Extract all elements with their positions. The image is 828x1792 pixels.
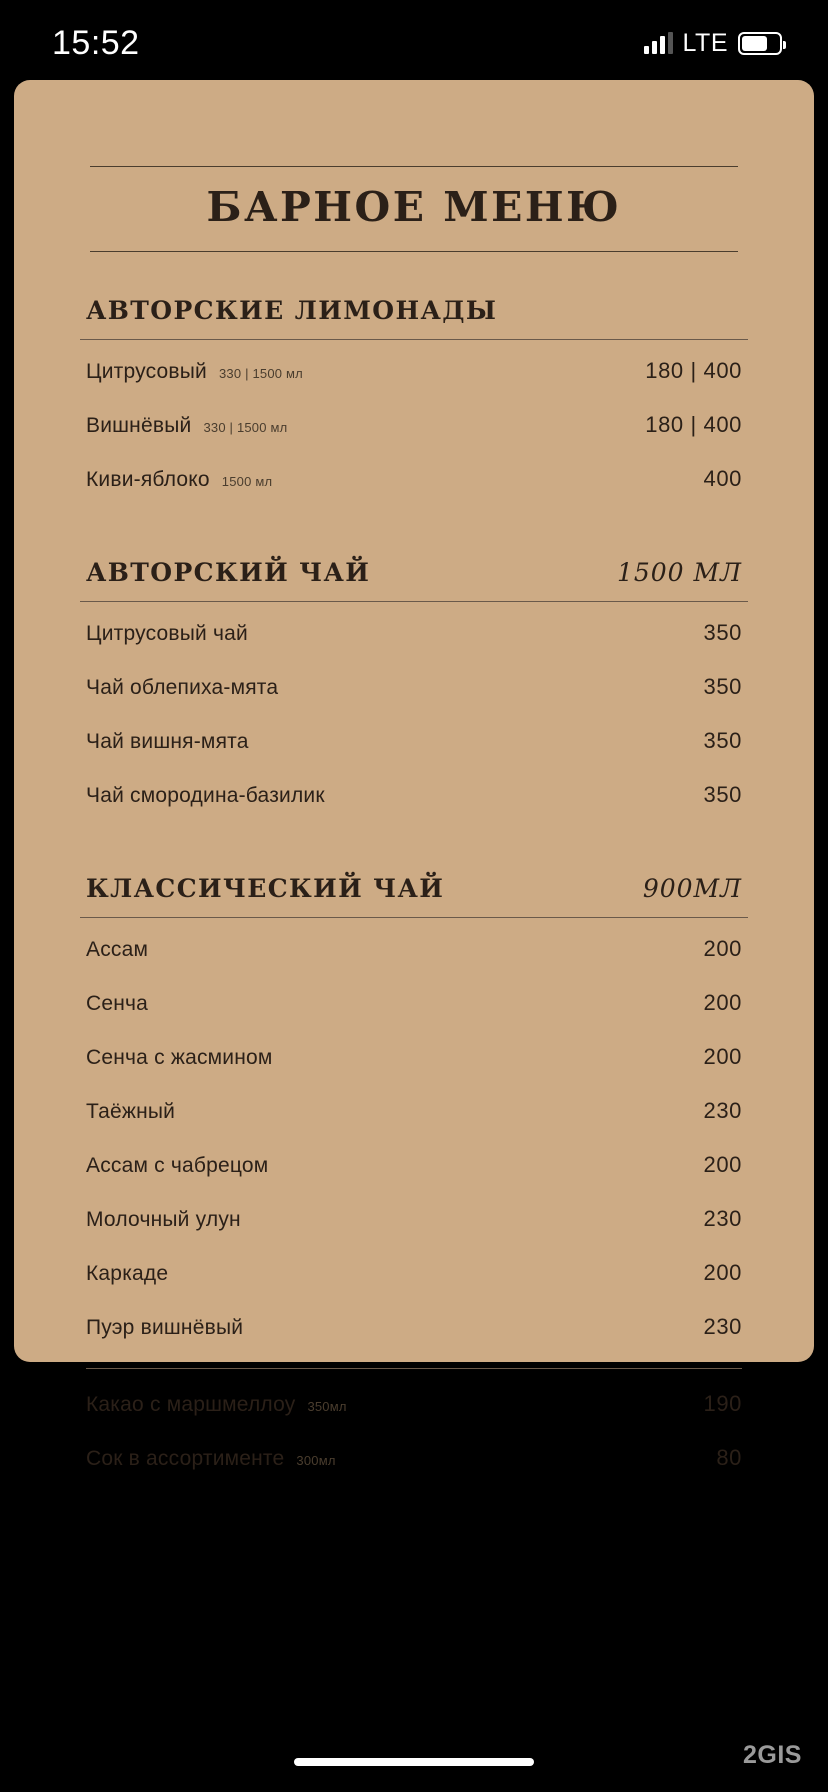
menu-item-price: 400 — [703, 466, 742, 491]
menu-item-price: 180 | 400 — [645, 358, 742, 383]
menu-item-volume: 330 | 1500 мл — [203, 420, 288, 435]
menu-item-price: 200 — [703, 1152, 742, 1177]
menu-item-price: 180 | 400 — [645, 412, 742, 437]
menu-item-row — [80, 398, 748, 452]
section-items — [80, 1373, 748, 1485]
menu-item-volume: 350мл — [307, 1399, 347, 1414]
menu-item-volume: 1500 мл — [221, 474, 273, 489]
section-title: АВТОРСКИЙ ЧАЙ — [86, 558, 371, 587]
menu-item-name-wrap — [86, 676, 278, 700]
menu-item-name: Сенча — [86, 992, 149, 1015]
menu-item-volume: 330 | 1500 мл — [219, 366, 303, 381]
section-divider — [86, 1368, 742, 1369]
watermark-2gis: 2GIS — [743, 1741, 802, 1769]
menu-item-name-wrap — [86, 622, 248, 646]
menu-item-price: 350 — [703, 728, 742, 753]
section-header — [80, 558, 748, 602]
section-header — [80, 874, 748, 918]
signal-bars-icon — [644, 32, 673, 54]
status-indicators — [644, 29, 783, 58]
menu-section-other-drinks — [80, 1368, 748, 1485]
menu-item-price: 230 — [703, 1206, 742, 1231]
status-bar — [0, 0, 828, 80]
menu-content — [14, 80, 814, 1485]
menu-item-volume: 300мл — [296, 1453, 336, 1468]
menu-item-row — [80, 714, 748, 768]
menu-section-classic-tea — [80, 874, 748, 1354]
menu-item-name-wrap — [86, 730, 249, 754]
menu-item-name: Чай вишня-мята — [86, 730, 249, 753]
menu-item-name: Какао с маршмеллоу — [86, 1393, 296, 1416]
menu-item-name: Ассам с чабрецом — [86, 1154, 269, 1177]
menu-item-price: 190 — [703, 1391, 742, 1416]
menu-item-row — [80, 1300, 748, 1354]
menu-item-row — [80, 1138, 748, 1192]
menu-title-block — [90, 166, 738, 252]
menu-item-name: Киви-яблоко — [86, 468, 210, 491]
section-items — [80, 340, 748, 506]
menu-item-name-wrap — [86, 1316, 243, 1340]
menu-item-row — [80, 1084, 748, 1138]
section-items — [80, 602, 748, 822]
menu-item-row — [80, 1377, 748, 1431]
menu-item-price: 350 — [703, 782, 742, 807]
menu-item-price: 80 — [716, 1445, 742, 1470]
section-note: 900МЛ — [642, 874, 742, 903]
menu-section-lemonades — [80, 296, 748, 506]
menu-item-price: 230 — [703, 1314, 742, 1339]
menu-item-name-wrap — [86, 1208, 241, 1232]
menu-item-name: Цитрусовый чай — [86, 622, 248, 645]
network-type-label: LTE — [682, 28, 728, 57]
menu-item-name-wrap — [86, 468, 272, 492]
menu-item-price: 200 — [703, 1260, 742, 1285]
menu-item-name: Чай смородина-базилик — [86, 784, 325, 807]
menu-section-author-tea — [80, 558, 748, 822]
menu-item-row — [80, 1431, 748, 1485]
menu-item-name: Ассам — [86, 938, 149, 961]
menu-item-row — [80, 1192, 748, 1246]
menu-item-name: Чай облепиха-мята — [86, 676, 279, 699]
status-time: 15:52 — [52, 23, 140, 62]
section-note: 1500 МЛ — [616, 558, 742, 587]
section-title: КЛАССИЧЕСКИЙ ЧАЙ — [86, 874, 445, 903]
menu-item-row — [80, 1030, 748, 1084]
menu-item-name-wrap — [86, 1100, 175, 1124]
menu-item-row — [80, 1246, 748, 1300]
section-title: АВТОРСКИЕ ЛИМОНАДЫ — [86, 296, 498, 325]
menu-item-name: Таёжный — [86, 1100, 176, 1123]
menu-item-row — [80, 344, 748, 398]
menu-item-name-wrap — [86, 1262, 168, 1286]
menu-item-price: 230 — [703, 1098, 742, 1123]
menu-item-price: 200 — [703, 936, 742, 961]
menu-item-row — [80, 922, 748, 976]
menu-item-name-wrap — [86, 1154, 268, 1178]
menu-item-name: Вишнёвый — [86, 414, 192, 437]
menu-item-name-wrap — [86, 1393, 347, 1417]
home-indicator[interactable] — [294, 1758, 534, 1766]
menu-item-name-wrap — [86, 1447, 336, 1471]
menu-item-name: Пуэр вишнёвый — [86, 1316, 244, 1339]
menu-item-name: Каркаде — [86, 1262, 169, 1285]
menu-item-name-wrap — [86, 784, 325, 808]
menu-item-row — [80, 452, 748, 506]
menu-card — [14, 80, 814, 1470]
menu-item-name: Сенча с жасмином — [86, 1046, 273, 1069]
battery-icon — [738, 32, 782, 55]
menu-item-name: Цитрусовый — [86, 360, 207, 383]
section-header — [80, 296, 748, 340]
menu-item-name-wrap — [86, 360, 303, 384]
menu-item-name-wrap — [86, 414, 287, 438]
menu-item-name-wrap — [86, 1046, 273, 1070]
page-title: БАРНОЕ МЕНЮ — [206, 183, 622, 231]
menu-item-row — [80, 976, 748, 1030]
menu-item-price: 350 — [703, 620, 742, 645]
menu-item-row — [80, 660, 748, 714]
menu-item-row — [80, 606, 748, 660]
menu-item-name-wrap — [86, 992, 148, 1016]
menu-item-name: Сок в ассортименте — [86, 1447, 285, 1470]
menu-item-row — [80, 768, 748, 822]
page-body — [0, 80, 828, 1792]
menu-item-price: 200 — [703, 1044, 742, 1069]
menu-item-price: 200 — [703, 990, 742, 1015]
section-items — [80, 918, 748, 1354]
menu-item-price: 350 — [703, 674, 742, 699]
menu-item-name: Молочный улун — [86, 1208, 241, 1231]
menu-item-name-wrap — [86, 938, 148, 962]
